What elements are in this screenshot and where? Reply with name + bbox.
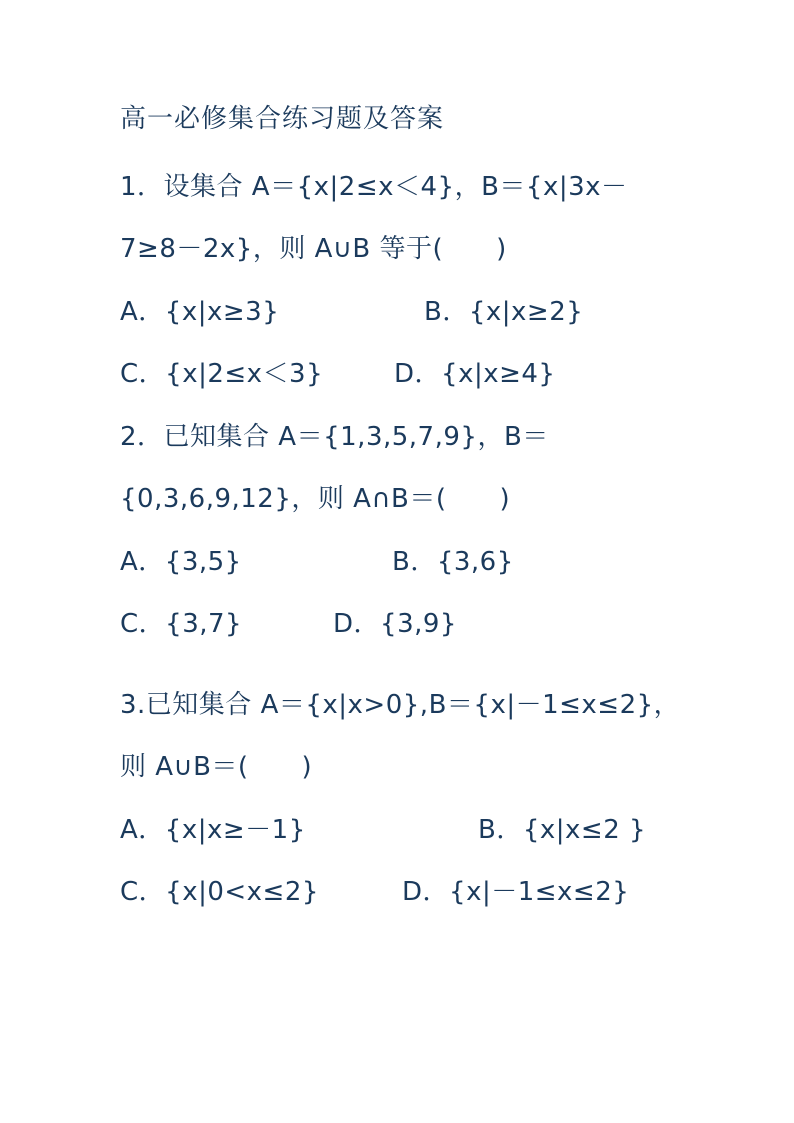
- question-1-stem-line-2: 7≥8－2x}，则 A∪B 等于( ): [120, 234, 507, 264]
- question-2-option-b: B．{3,6}: [392, 547, 514, 577]
- question-2-option-a: A．{3,5}: [120, 547, 242, 577]
- question-2-option-d: D．{3,9}: [333, 609, 457, 639]
- question-1-option-a: A．{x|x≥3}: [120, 297, 280, 327]
- question-3-option-a: A．{x|x≥－1}: [120, 815, 306, 845]
- question-1-option-c: C．{x|2≤x＜3}: [120, 359, 324, 389]
- question-3-stem-line-2: 则 A∪B＝( ): [120, 752, 313, 782]
- question-1-option-b: B．{x|x≥2}: [424, 297, 584, 327]
- question-3-option-d: D．{x|－1≤x≤2}: [402, 877, 630, 907]
- question-3-option-b: B．{x|x≤2 }: [478, 815, 647, 845]
- question-2-stem-line-2: {0,3,6,9,12}，则 A∩B＝( ): [120, 484, 511, 514]
- question-1-stem-line-1: 1．设集合 A＝{x|2≤x＜4}，B＝{x|3x－: [120, 172, 628, 202]
- question-1-option-d: D．{x|x≥4}: [394, 359, 556, 389]
- question-2-option-c: C．{3,7}: [120, 609, 243, 639]
- question-2-stem-line-1: 2．已知集合 A＝{1,3,5,7,9}，B＝: [120, 422, 549, 452]
- question-3-stem-line-1: 3.已知集合 A＝{x|x>0},B＝{x|－1≤x≤2}，: [120, 690, 681, 720]
- document-title: 高一必修集合练习题及答案: [120, 104, 445, 134]
- question-3-option-c: C．{x|0<x≤2}: [120, 877, 319, 907]
